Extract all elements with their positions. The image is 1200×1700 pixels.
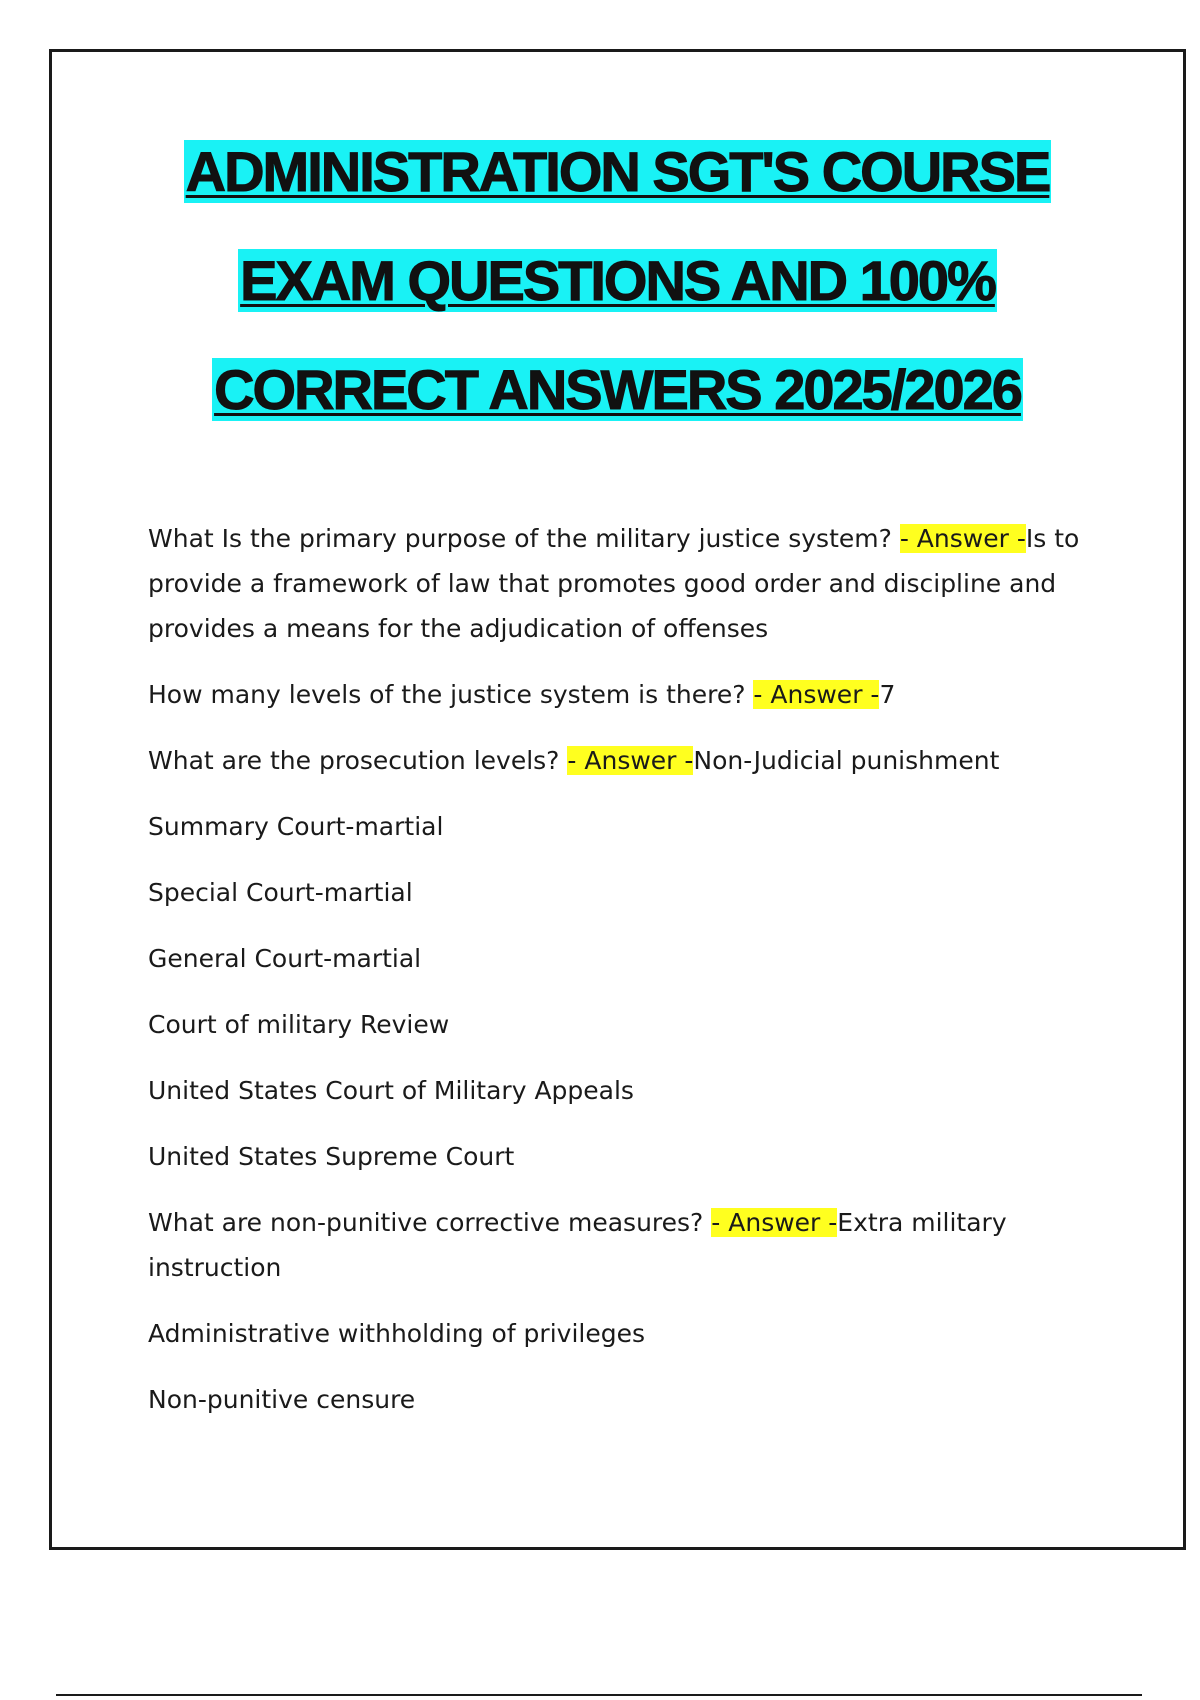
title-line-1: ADMINISTRATION SGT'S COURSE [185, 140, 1050, 203]
qa-item [148, 738, 1108, 783]
list-item: Administrative withholding of privileges [148, 1319, 645, 1348]
answer-marker: - Answer - [899, 524, 1026, 553]
answer-text: Extra military instruction [148, 1208, 1007, 1282]
page-frame [49, 49, 1186, 1550]
answer-marker: - Answer - [567, 746, 694, 775]
qa-item [148, 516, 1108, 651]
list-item: Non-punitive censure [148, 1385, 416, 1414]
bottom-divider [56, 1694, 1142, 1696]
list-item: Court of military Review [148, 1010, 450, 1039]
answer-marker: - Answer - [711, 1208, 838, 1237]
question-text: What Is the primary purpose of the military justice system? [148, 524, 900, 553]
answer-text: Is to provide a framework of law that promotes good order and discipline and provides a means for the adjudication of offenses [148, 524, 1080, 643]
list-item: General Court-martial [148, 944, 422, 973]
answer-text: Non-Judicial punishment [693, 746, 1000, 775]
list-item: United States Court of Military Appeals [148, 1076, 634, 1105]
list-item: Summary Court-martial [148, 812, 444, 841]
qa-item [148, 672, 1108, 717]
list-item: Special Court-martial [148, 878, 413, 907]
title-line-2: EXAM QUESTIONS AND 100% [240, 249, 995, 312]
question-text: What are non-punitive corrective measures? [148, 1208, 712, 1237]
question-text: How many levels of the justice system is there? [148, 680, 754, 709]
document-title [52, 142, 1183, 469]
answer-text: 7 [879, 680, 896, 709]
answer-marker: - Answer - [753, 680, 880, 709]
qa-item [148, 1200, 1108, 1290]
question-text: What are the prosecution levels? [148, 746, 568, 775]
qa-list [148, 516, 1108, 1443]
title-line-3: CORRECT ANSWERS 2025/2026 [214, 358, 1021, 421]
list-item: United States Supreme Court [148, 1142, 515, 1171]
